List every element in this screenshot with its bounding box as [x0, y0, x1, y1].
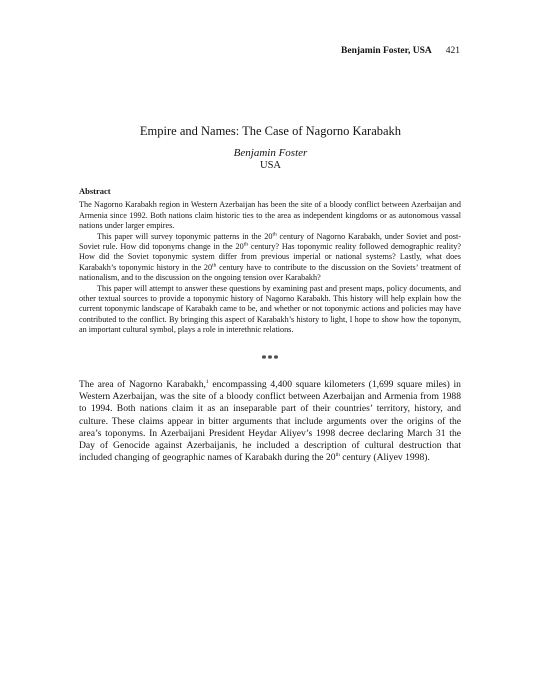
author-affiliation: USA: [259, 160, 281, 171]
running-header: [341, 46, 460, 56]
abstract-heading: Abstract: [79, 186, 111, 196]
footnote-marker: 1: [205, 378, 209, 385]
abstract-paragraph-2: [79, 232, 461, 284]
superscript-th: th: [243, 241, 248, 248]
abstract-paragraph-1: The Nagorno Karabakh region in Western Azerbaijan has been the site of a bloody conflict between Azerbaijan and Armenia since 1992. Both nations claim historic ties to the area as independent kingdoms or as autonomous vassal nations under larger empires.: [79, 200, 461, 231]
body-text-a: The area of Nagorno Karabakh,: [79, 379, 206, 390]
abstract-p2-text-d: century have to contribute to the discussion on the Soviets’ treatment of nationalism, and to the discussion on the ongoing tension over Karabakh?: [79, 262, 461, 283]
superscript-th: th: [272, 230, 277, 237]
abstract-p2-text-b: century of Nagorno Karabakh, under Soviet and post-Soviet rule. How did toponyms change in the 20: [79, 231, 461, 252]
abstract-p2-text-c: century? Has toponymic reality followed demographic reality? How did the Soviet toponymic system differ from previous imperial or national systems? Lastly, what does Karabakh’s toponymic history in the 20: [79, 242, 462, 272]
body-text-c: century (Aliyev 1998).: [339, 452, 430, 464]
superscript-th: th: [335, 452, 340, 459]
abstract-p2-text-a: This paper will survey toponymic patterns in the 20: [97, 231, 273, 241]
paper-title: Empire and Names: The Case of Nagorno Karabakh: [139, 124, 402, 138]
header-author: Benjamin Foster, USA: [341, 46, 432, 56]
page-number: 421: [445, 46, 460, 56]
section-separator: ***: [261, 354, 280, 365]
paper-author: Benjamin Foster: [233, 147, 308, 159]
abstract-paragraph-3: This paper will attempt to answer these questions by examining past and present maps, policy documents, and other textual sources to provide a toponymic history of Nagorno Karabakh. This history will help explain how the current toponymic landscape of Karabakh came to be, and whether or not toponymic actions and policies may have contributed to the conflict. By bringing this aspect of Karabakh’s history to light, I hope to show how the toponym, an important cultural symbol, plays a role in interethnic relations.: [79, 283, 461, 335]
body-text-b: encompassing 4,400 square kilometers (1,699 square miles) in Western Azerbaijan, was the site of a bloody conflict between Azerbaijan and Armenia from 1988 to 1994. Both nations claim it as an inseparable part of their countries’ territory, history, and culture. These claims appear in bitter arguments that include arguments over the origins of the area’s toponyms. In Azerbaijani President Heydar Aliyev’s 1998 decree declaring March 31 the Day of Genocide against Azerbaijanis, he included a description of cultural destruction that included changing of geographic names of Karabakh during the 20: [79, 379, 461, 464]
body-paragraph: [79, 379, 461, 464]
abstract-section: [79, 186, 461, 336]
superscript-th: th: [212, 262, 217, 269]
